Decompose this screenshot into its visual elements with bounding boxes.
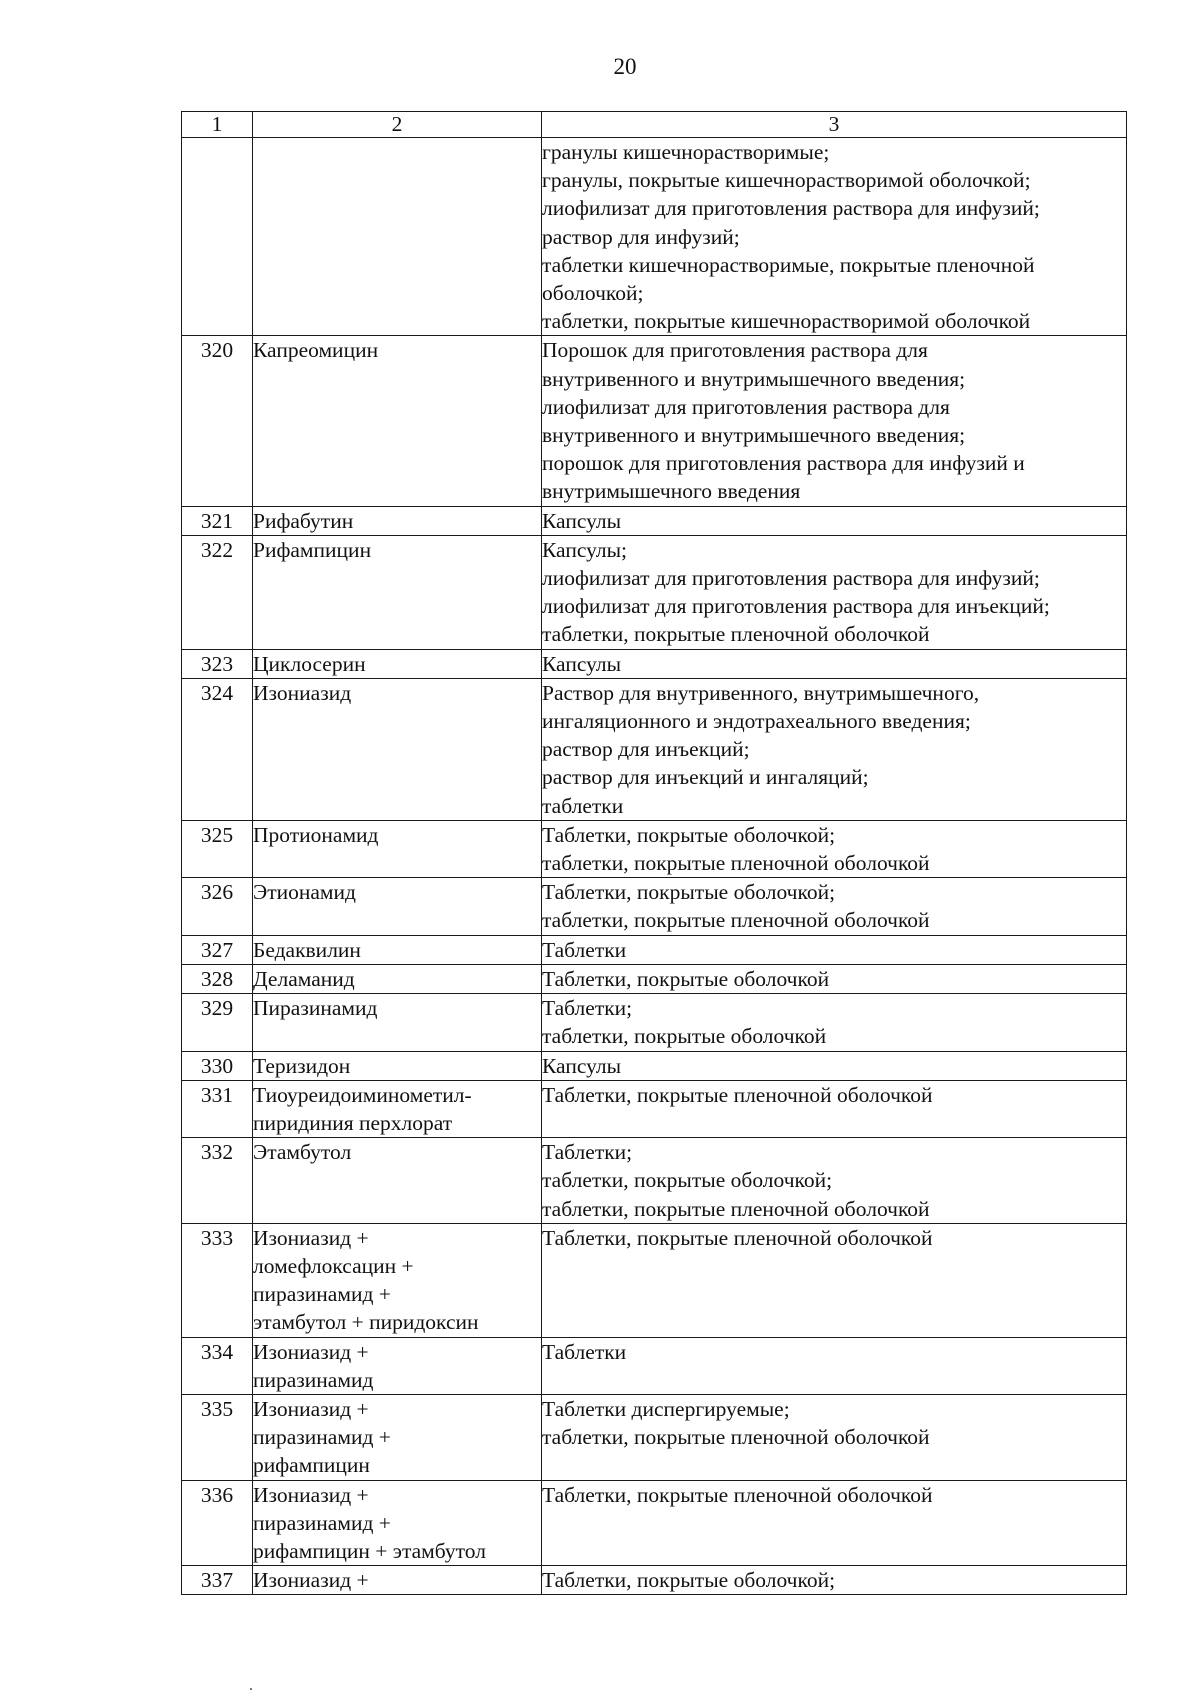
dosage-form-line: Таблетки; [542, 1140, 633, 1165]
column-header-forms: 3 [542, 112, 1127, 138]
row-number-cell: 330 [182, 1051, 253, 1080]
page-number: 20 [613, 54, 637, 79]
drug-name-cell [253, 1394, 542, 1480]
dosage-form-line: Капсулы [542, 1053, 622, 1078]
drug-name-cell [253, 649, 542, 678]
dosage-forms-cell [542, 138, 1127, 336]
dosage-form-line: ингаляционного и эндотрахеального введения; [542, 709, 971, 734]
dosage-form-line: Капсулы [542, 508, 622, 533]
drug-name-cell [253, 1566, 542, 1595]
dosage-forms-cell [542, 820, 1127, 877]
dosage-form-line: Таблетки, покрытые оболочкой; [542, 880, 836, 905]
drug-name-line: Рифабутин [253, 508, 354, 533]
drug-forms-table [181, 111, 1127, 1595]
table-row [182, 535, 1127, 649]
dosage-form-line: внутримышечного введения [542, 479, 801, 504]
dosage-form-line: Капсулы [542, 651, 622, 676]
table-row [182, 1480, 1127, 1566]
table-row [182, 138, 1127, 336]
dosage-forms-cell [542, 506, 1127, 535]
drug-name-line: Изониазид [253, 680, 352, 705]
table-row [182, 1080, 1127, 1137]
table-row [182, 1223, 1127, 1337]
dosage-form-line: таблетки, покрытые пленочной оболочкой [542, 908, 930, 933]
drug-name-line: пиразинамид + [253, 1510, 391, 1535]
table-row [182, 1138, 1127, 1224]
table-row [182, 1566, 1127, 1595]
drug-name-line: Капреомицин [253, 338, 379, 363]
dosage-form-line: гранулы, покрытые кишечнорастворимой оболочкой; [542, 168, 1031, 193]
row-number-cell: 336 [182, 1480, 253, 1566]
dosage-forms-cell [542, 535, 1127, 649]
table-row [182, 994, 1127, 1051]
drug-name-cell [253, 1223, 542, 1337]
drug-name-line: Изониазид + [253, 1225, 369, 1250]
drug-name-cell [253, 935, 542, 964]
table-row [182, 1394, 1127, 1480]
dosage-form-line: Таблетки диспергируемые; [542, 1396, 790, 1421]
drug-name-cell [253, 678, 542, 820]
dosage-forms-cell [542, 1138, 1127, 1224]
table-row [182, 336, 1127, 506]
dosage-form-line: Таблетки, покрытые пленочной оболочкой [542, 1482, 933, 1507]
drug-name-line: Изониазид + [253, 1339, 369, 1364]
dosage-form-line: таблетки, покрытые пленочной оболочкой [542, 622, 930, 647]
table-row [182, 1337, 1127, 1394]
drug-name-line: Протионамид [253, 822, 379, 847]
dosage-form-line: Раствор для внутривенного, внутримышечного, [542, 680, 980, 705]
column-header-number: 1 [182, 112, 253, 138]
dosage-forms-cell [542, 1080, 1127, 1137]
dosage-form-line: лиофилизат для приготовления раствора для инфузий; [542, 566, 1040, 591]
dosage-form-line: таблетки кишечнорастворимые, покрытые пленочной [542, 252, 1035, 277]
dosage-form-line: таблетки [542, 793, 624, 818]
table-row [182, 649, 1127, 678]
dosage-form-line: таблетки, покрытые оболочкой; [542, 1168, 833, 1193]
drug-name-line: Изониазид + [253, 1396, 369, 1421]
row-number-cell: 322 [182, 535, 253, 649]
dosage-form-line: таблетки, покрытые пленочной оболочкой [542, 1196, 930, 1221]
dosage-forms-cell [542, 1051, 1127, 1080]
dosage-forms-cell [542, 1337, 1127, 1394]
dosage-form-line: оболочкой; [542, 281, 644, 306]
drug-name-cell [253, 336, 542, 506]
table-row [182, 678, 1127, 820]
table-row [182, 506, 1127, 535]
dosage-forms-cell [542, 678, 1127, 820]
drug-name-cell [253, 506, 542, 535]
dosage-forms-cell [542, 1223, 1127, 1337]
dosage-form-line: таблетки, покрытые оболочкой [542, 1024, 827, 1049]
dosage-form-line: раствор для инъекций и ингаляций; [542, 765, 869, 790]
row-number-cell: 335 [182, 1394, 253, 1480]
row-number-cell: 329 [182, 994, 253, 1051]
row-number-cell [182, 138, 253, 336]
dosage-form-line: гранулы кишечнорастворимые; [542, 140, 830, 164]
dosage-form-line: Таблетки; [542, 996, 633, 1021]
drug-name-line: пиразинамид [253, 1367, 374, 1392]
dosage-form-line: лиофилизат для приготовления раствора для инъекций; [542, 594, 1050, 619]
row-number-cell: 323 [182, 649, 253, 678]
drug-name-line: пиразинамид + [253, 1425, 391, 1450]
row-number-cell: 327 [182, 935, 253, 964]
table-header-row [182, 112, 1127, 138]
dosage-forms-cell [542, 649, 1127, 678]
table-row [182, 1051, 1127, 1080]
dosage-form-line: Капсулы; [542, 537, 628, 562]
drug-name-line: ломефлоксацин + [253, 1253, 414, 1278]
table-row [182, 964, 1127, 993]
drug-name-cell [253, 878, 542, 935]
dosage-form-line: внутривенного и внутримышечного введения; [542, 366, 966, 391]
drug-name-line: рифампицин [253, 1453, 370, 1478]
drug-name-cell [253, 964, 542, 993]
drug-name-cell [253, 1138, 542, 1224]
dosage-form-line: лиофилизат для приготовления раствора для [542, 394, 950, 419]
drug-name-line: Тиоуреидоиминометил- [253, 1082, 472, 1107]
dosage-form-line: Таблетки, покрытые оболочкой; [542, 1568, 836, 1593]
dosage-form-line: таблетки, покрытые пленочной оболочкой [542, 851, 930, 876]
drug-name-cell [253, 535, 542, 649]
dosage-form-line: Порошок для приготовления раствора для [542, 338, 928, 363]
dosage-forms-cell [542, 935, 1127, 964]
dosage-forms-cell [542, 1566, 1127, 1595]
dosage-form-line: внутривенного и внутримышечного введения; [542, 423, 966, 448]
drug-name-line: Изониазид + [253, 1568, 369, 1593]
drug-name-cell [253, 138, 542, 336]
dosage-form-line: Таблетки [542, 937, 627, 962]
dosage-forms-cell [542, 878, 1127, 935]
dosage-form-line: таблетки, покрытые кишечнорастворимой оболочкой [542, 309, 1031, 334]
dosage-form-line: Таблетки [542, 1339, 627, 1364]
scan-speck [250, 1688, 252, 1690]
drug-name-line: Деламанид [253, 966, 355, 991]
dosage-form-line: таблетки, покрытые пленочной оболочкой [542, 1425, 930, 1450]
dosage-forms-cell [542, 1394, 1127, 1480]
row-number-cell: 320 [182, 336, 253, 506]
dosage-forms-cell [542, 964, 1127, 993]
dosage-form-line: лиофилизат для приготовления раствора для инфузий; [542, 196, 1040, 221]
drug-name-line: рифампицин + этамбутол [253, 1538, 486, 1563]
dosage-form-line: Таблетки, покрытые пленочной оболочкой [542, 1225, 933, 1250]
row-number-cell: 326 [182, 878, 253, 935]
row-number-cell: 324 [182, 678, 253, 820]
drug-name-line: Пиразинамид [253, 996, 378, 1021]
dosage-forms-cell [542, 336, 1127, 506]
dosage-form-line: раствор для инфузий; [542, 224, 740, 249]
row-number-cell: 325 [182, 820, 253, 877]
table-row [182, 935, 1127, 964]
drug-name-line: Изониазид + [253, 1482, 369, 1507]
row-number-cell: 321 [182, 506, 253, 535]
row-number-cell: 328 [182, 964, 253, 993]
drug-name-line: Этамбутол [253, 1140, 352, 1165]
drug-name-line: Циклосерин [253, 651, 366, 676]
drug-name-cell [253, 1080, 542, 1137]
drug-name-line: этамбутол + пиридоксин [253, 1310, 479, 1335]
row-number-cell: 332 [182, 1138, 253, 1224]
table-body [182, 112, 1127, 1595]
dosage-forms-cell [542, 1480, 1127, 1566]
dosage-form-line: Таблетки, покрытые пленочной оболочкой [542, 1082, 933, 1107]
drug-name-cell [253, 1337, 542, 1394]
row-number-cell: 337 [182, 1566, 253, 1595]
drug-name-line: Этионамид [253, 880, 356, 905]
dosage-form-line: Таблетки, покрытые оболочкой; [542, 822, 836, 847]
row-number-cell: 334 [182, 1337, 253, 1394]
table-row [182, 878, 1127, 935]
drug-name-cell [253, 994, 542, 1051]
table-row [182, 820, 1127, 877]
row-number-cell: 333 [182, 1223, 253, 1337]
drug-name-cell [253, 820, 542, 877]
dosage-form-line: раствор для инъекций; [542, 737, 750, 762]
drug-name-line: Бедаквилин [253, 937, 361, 962]
drug-name-cell [253, 1480, 542, 1566]
dosage-form-line: порошок для приготовления раствора для инфузий и [542, 451, 1025, 476]
drug-name-line: пиразинамид + [253, 1282, 391, 1307]
dosage-form-line: Таблетки, покрытые оболочкой [542, 966, 830, 991]
drug-name-cell [253, 1051, 542, 1080]
column-header-name: 2 [253, 112, 542, 138]
drug-name-line: Рифампицин [253, 537, 372, 562]
row-number-cell: 331 [182, 1080, 253, 1137]
dosage-forms-cell [542, 994, 1127, 1051]
drug-name-line: Теризидон [253, 1053, 351, 1078]
drug-name-line: пиридиния перхлорат [253, 1110, 453, 1135]
